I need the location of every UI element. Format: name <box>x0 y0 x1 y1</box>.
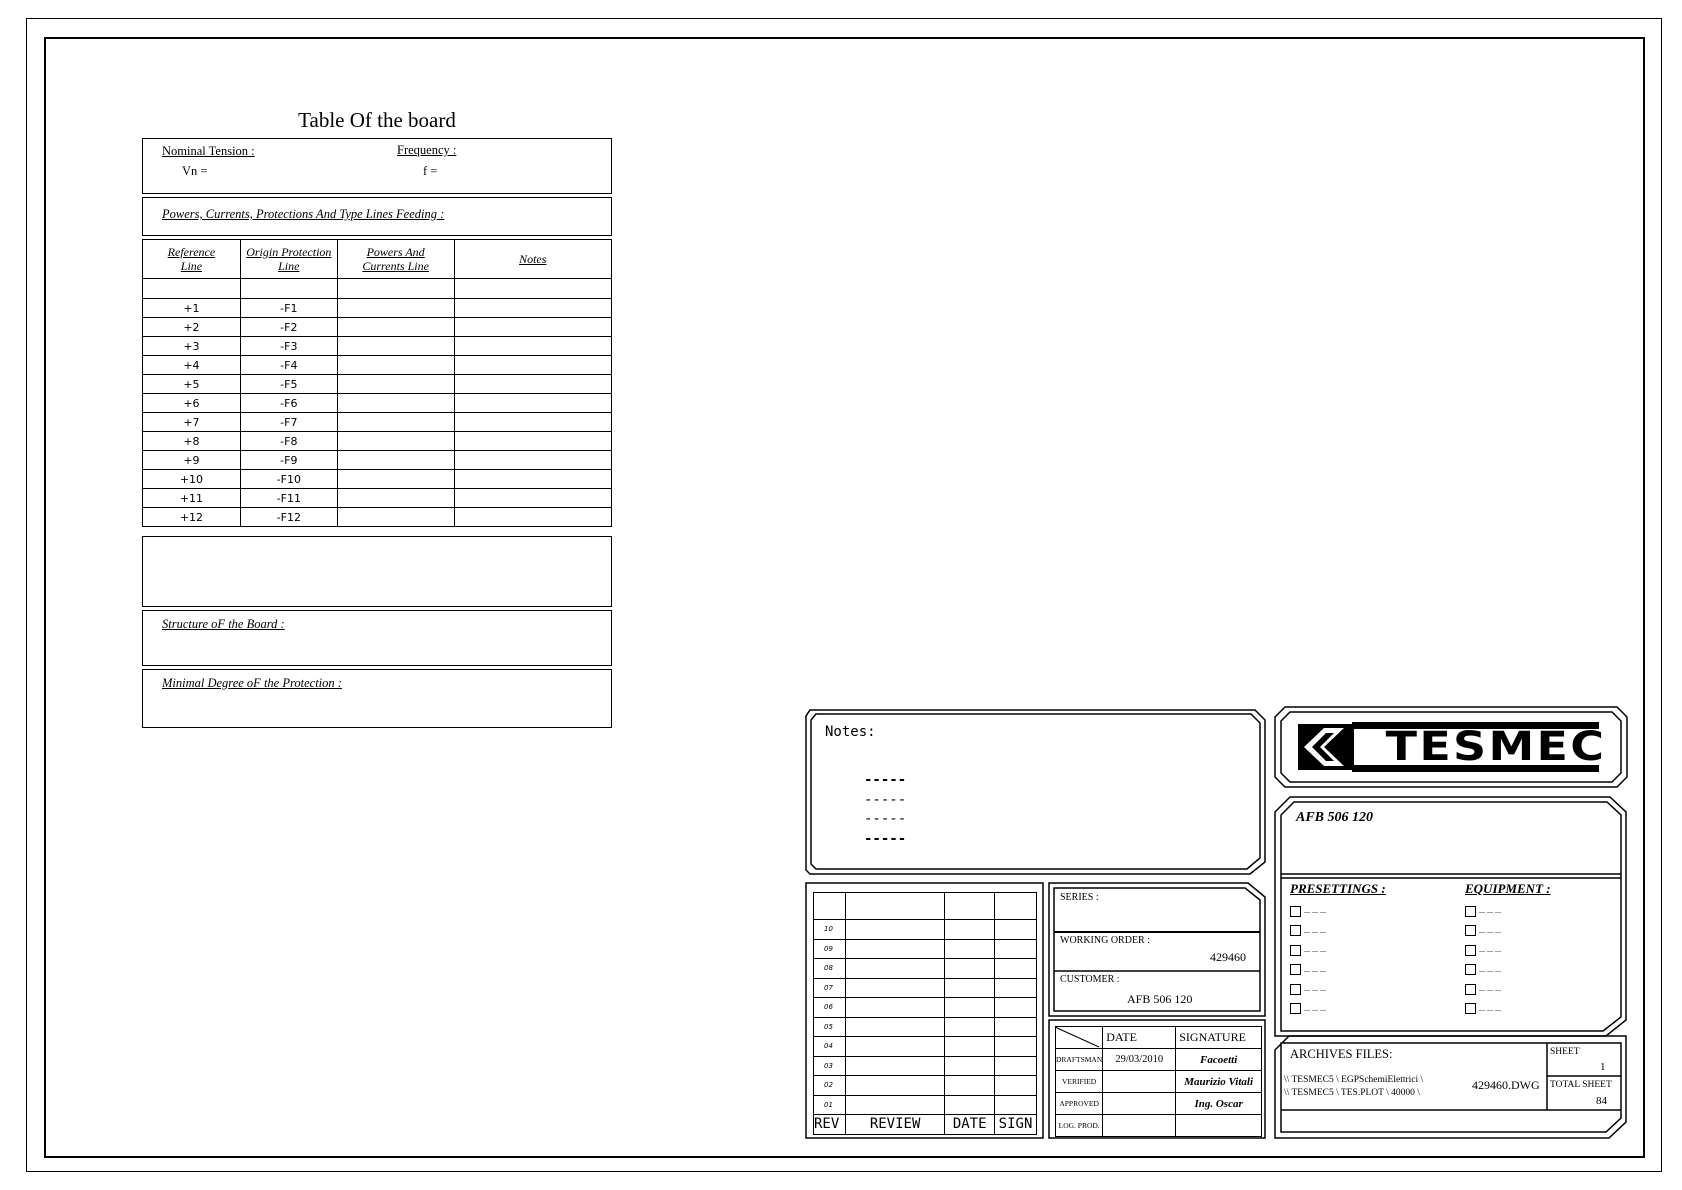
signature-column-header: SIGNATURE <box>1176 1027 1262 1049</box>
total-sheet-label: TOTAL SHEET <box>1550 1080 1612 1090</box>
ref-cell: +5 <box>143 375 241 394</box>
checkbox-icon <box>1290 984 1301 995</box>
ref-cell: +12 <box>143 508 241 527</box>
structure-label: Structure oF the Board : <box>162 617 285 631</box>
presetting-option[interactable]: ... ... ... <box>1290 921 1326 941</box>
name-cell: Ing. Oscar <box>1176 1093 1262 1115</box>
prot-cell: -F2 <box>240 318 337 337</box>
equipment-option[interactable]: ... ... ... <box>1465 960 1501 980</box>
presetting-option[interactable]: ... ... ... <box>1290 901 1326 921</box>
col-origin-protection-line: Origin Protection Line <box>240 240 337 279</box>
date-cell <box>1103 1093 1176 1115</box>
prot-cell: -F3 <box>240 337 337 356</box>
checkbox-icon <box>1465 1003 1476 1014</box>
table-row <box>814 939 1037 959</box>
equipment-list <box>1465 901 1501 1018</box>
notes-line: ----- <box>864 792 907 808</box>
ref-cell: +6 <box>143 394 241 413</box>
ref-cell: +8 <box>143 432 241 451</box>
signature-header-row <box>1056 1027 1262 1049</box>
table-row <box>1056 1071 1262 1093</box>
prot-cell: -F5 <box>240 375 337 394</box>
vn-label: Vn = <box>182 164 208 178</box>
table-row <box>1056 1049 1262 1071</box>
rev-number: 07 <box>814 978 846 998</box>
date-header: DATE <box>945 1115 995 1135</box>
presetting-option[interactable]: ... ... ... <box>1290 999 1326 1019</box>
role-cell: APPROVED <box>1056 1093 1103 1115</box>
tesmec-logo-text: TESMEC <box>1385 724 1607 770</box>
sheet-number: 1 <box>1600 1061 1606 1073</box>
sign-header: SIGN <box>995 1115 1037 1135</box>
ref-cell: +7 <box>143 413 241 432</box>
col-powers-currents-line: Powers And Currents Line <box>337 240 454 279</box>
rev-number: 02 <box>814 1076 846 1096</box>
tesmec-logo <box>1298 720 1607 774</box>
checkbox-icon <box>1290 925 1301 936</box>
equipment-label: EQUIPMENT : <box>1465 881 1551 896</box>
table-row <box>814 920 1037 940</box>
prot-cell: -F6 <box>240 394 337 413</box>
working-order-label: WORKING ORDER : <box>1060 935 1150 946</box>
series-label: SERIES : <box>1060 892 1099 903</box>
ref-cell: +1 <box>143 299 241 318</box>
frequency-label: Frequency : <box>397 143 457 157</box>
ref-cell: +10 <box>143 470 241 489</box>
table-row <box>814 959 1037 979</box>
customer-label: CUSTOMER : <box>1060 974 1120 985</box>
prot-cell: -F9 <box>240 451 337 470</box>
date-column-header: DATE <box>1103 1027 1176 1049</box>
f-label: f = <box>423 164 438 178</box>
equipment-option[interactable]: ... ... ... <box>1465 999 1501 1019</box>
rev-number: 05 <box>814 1017 846 1037</box>
equipment-option[interactable]: ... ... ... <box>1465 921 1501 941</box>
col-reference-line: Reference Line <box>143 240 241 279</box>
rev-number: 06 <box>814 998 846 1018</box>
customer-value: AFB 506 120 <box>1127 992 1193 1006</box>
prot-cell: -F1 <box>240 299 337 318</box>
table-row <box>1056 1093 1262 1115</box>
checkbox-icon <box>1290 906 1301 917</box>
archive-path-2: \\ TESMEC5 \ TES.PLOT \ 40000 \ <box>1284 1088 1420 1098</box>
name-cell <box>1176 1115 1262 1137</box>
rev-number: 03 <box>814 1056 846 1076</box>
prot-cell: -F10 <box>240 470 337 489</box>
checkbox-icon <box>1290 945 1301 956</box>
signature-table <box>1055 1026 1262 1137</box>
sheet-label: SHEET <box>1550 1047 1580 1057</box>
prot-cell: -F8 <box>240 432 337 451</box>
table-row <box>814 1095 1037 1115</box>
table-row <box>1056 1115 1262 1137</box>
revision-header-row <box>814 1115 1037 1135</box>
checkbox-icon <box>1290 964 1301 975</box>
project-code: AFB 506 120 <box>1296 810 1374 825</box>
rev-number: 08 <box>814 959 846 979</box>
ref-cell: +4 <box>143 356 241 375</box>
board-table-title: Table Of the board <box>298 108 456 132</box>
ref-cell: +2 <box>143 318 241 337</box>
notes-line: ----- <box>864 831 907 847</box>
rev-number: 01 <box>814 1095 846 1115</box>
presetting-option[interactable]: ... ... ... <box>1290 979 1326 999</box>
checkbox-icon <box>1465 925 1476 936</box>
checkbox-icon <box>1465 984 1476 995</box>
nominal-tension-label: Nominal Tension : <box>162 144 255 158</box>
role-cell: VERIFIED <box>1056 1071 1103 1093</box>
table-row <box>814 1017 1037 1037</box>
ref-cell: +11 <box>143 489 241 508</box>
presetting-option[interactable]: ... ... ... <box>1290 960 1326 980</box>
rev-number: 10 <box>814 920 846 940</box>
archive-label: ARCHIVES FILES: <box>1290 1047 1393 1061</box>
notes-line: ----- <box>864 811 907 827</box>
ref-cell: +9 <box>143 451 241 470</box>
table-row <box>814 998 1037 1018</box>
checkbox-icon <box>1465 964 1476 975</box>
prot-cell: -F12 <box>240 508 337 527</box>
table-row <box>814 1076 1037 1096</box>
archive-file-name: 429460.DWG <box>1472 1078 1540 1092</box>
archive-path-1: \\ TESMEC5 \ EGPSchemiElettrici \ <box>1284 1075 1424 1085</box>
protection-label: Minimal Degree oF the Protection : <box>162 676 342 690</box>
date-cell <box>1103 1071 1176 1093</box>
equipment-option[interactable]: ... ... ... <box>1465 901 1501 921</box>
rev-number: 04 <box>814 1037 846 1057</box>
checkbox-icon <box>1465 906 1476 917</box>
notes-line: ----- <box>864 772 907 788</box>
presettings-label: PRESETTINGS : <box>1290 881 1386 896</box>
rev-number: 09 <box>814 939 846 959</box>
table-row <box>814 978 1037 998</box>
presetting-option[interactable]: ... ... ... <box>1290 940 1326 960</box>
date-cell <box>1103 1115 1176 1137</box>
date-cell: 29/03/2010 <box>1103 1049 1176 1071</box>
table-row <box>814 1037 1037 1057</box>
review-header: REVIEW <box>845 1115 944 1135</box>
table-row <box>814 893 1037 920</box>
name-cell: Facoetti <box>1176 1049 1262 1071</box>
prot-cell: -F7 <box>240 413 337 432</box>
working-order-value: 429460 <box>1210 950 1246 964</box>
powers-label: Powers, Currents, Protections And Type Lines Feeding : <box>162 207 445 221</box>
role-cell: LOG. PROD. <box>1056 1115 1103 1137</box>
rev-header: REV <box>814 1115 846 1135</box>
presettings-list <box>1290 901 1326 1018</box>
role-cell: DRAFTSMAN <box>1056 1049 1103 1071</box>
revision-table <box>813 892 1037 1135</box>
col-notes: Notes <box>454 240 611 279</box>
ref-cell: +3 <box>143 337 241 356</box>
equipment-option[interactable]: ... ... ... <box>1465 940 1501 960</box>
checkbox-icon <box>1290 1003 1301 1014</box>
checkbox-icon <box>1465 945 1476 956</box>
table-row <box>814 1056 1037 1076</box>
name-cell: Maurizio Vitali <box>1176 1071 1262 1093</box>
equipment-option[interactable]: ... ... ... <box>1465 979 1501 999</box>
prot-cell: -F11 <box>240 489 337 508</box>
notes-label: Notes: <box>825 724 876 740</box>
total-sheet-number: 84 <box>1596 1095 1607 1107</box>
prot-cell: -F4 <box>240 356 337 375</box>
